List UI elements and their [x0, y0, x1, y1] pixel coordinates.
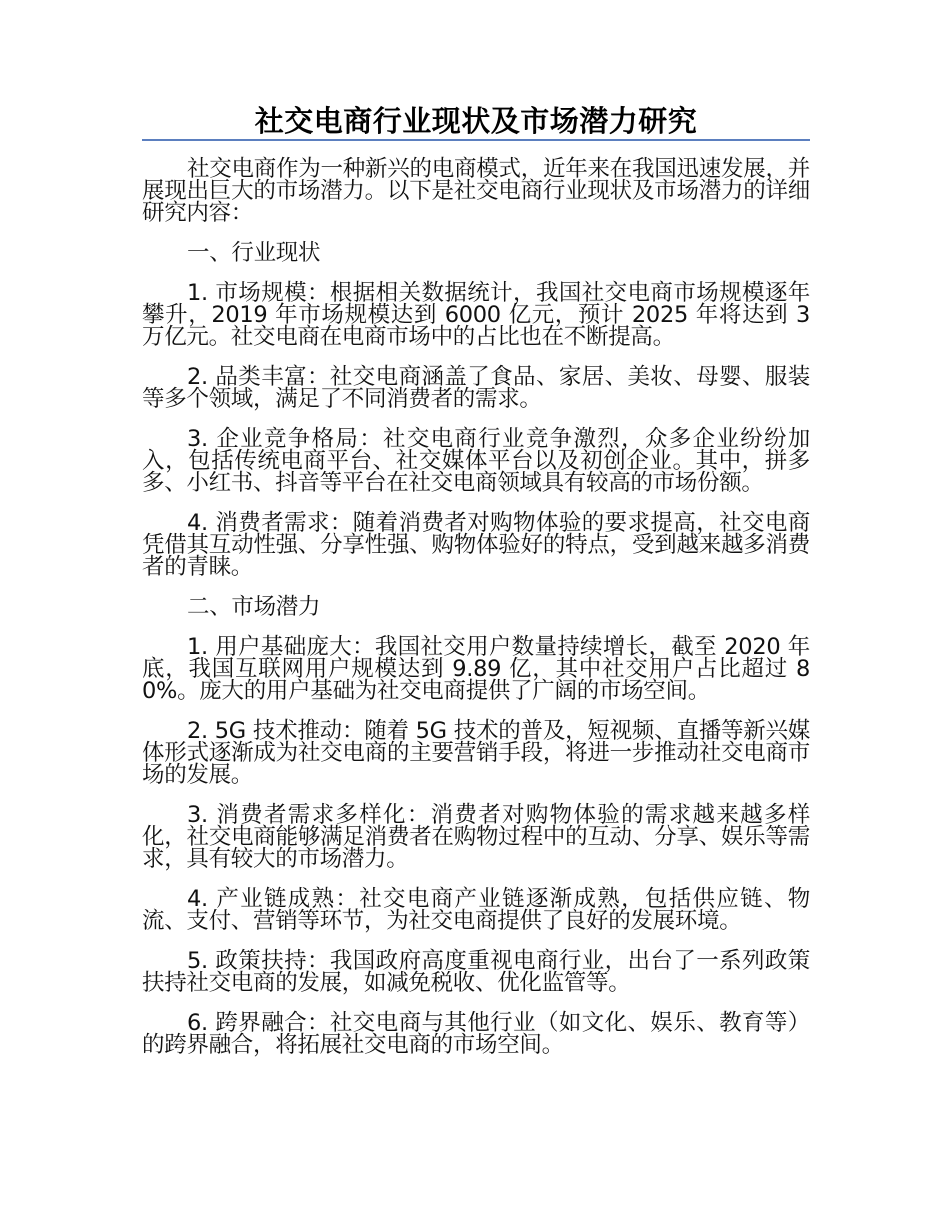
intro-paragraph: 社交电商作为一种新兴的电商模式，近年来在我国迅速发展，并展现出巨大的市场潜力。以下是社交电商行业现状及市场潜力的详细研究内容： [142, 156, 810, 226]
title-underline [142, 139, 810, 141]
document-title: 社交电商行业现状及市场潜力研究 [254, 104, 698, 138]
paragraph-cross-industry: 6. 跨界融合：社交电商与其他行业（如文化、娱乐、教育等）的跨界融合，将拓展社交电商的市场空间。 [142, 1010, 810, 1058]
paragraph-user-base: 1. 用户基础庞大：我国社交用户数量持续增长，截至 2020 年底，我国互联网用户规模达到 9.89 亿，其中社交用户占比超过 80%。庞大的用户基础为社交电商提供了广阔的市场空间。 [142, 634, 810, 704]
paragraph-industry-chain: 4. 产业链成熟：社交电商产业链逐渐成熟，包括供应链、物流、支付、营销等环节，为社交电商提供了良好的发展环境。 [142, 886, 810, 934]
paragraph-consumer-demand: 4. 消费者需求：随着消费者对购物体验的要求提高，社交电商凭借其互动性强、分享性强、购物体验好的特点，受到越来越多消费者的青睐。 [142, 510, 810, 580]
section-heading-industry-status: 一、行业现状 [187, 240, 321, 266]
section-heading-market-potential: 二、市场潜力 [187, 594, 321, 620]
paragraph-competition: 3. 企业竞争格局：社交电商行业竞争激烈，众多企业纷纷加入，包括传统电商平台、社交媒体平台以及初创企业。其中，拼多多、小红书、抖音等平台在社交电商领域具有较高的市场份额。 [142, 426, 810, 496]
paragraph-policy-support: 5. 政策扶持：我国政府高度重视电商行业，出台了一系列政策扶持社交电商的发展，如减免税收、优化监管等。 [142, 948, 810, 996]
paragraph-rich-categories: 2. 品类丰富：社交电商涵盖了食品、家居、美妆、母婴、服装等多个领域，满足了不同消费者的需求。 [142, 364, 810, 412]
paragraph-diverse-demand: 3. 消费者需求多样化：消费者对购物体验的需求越来越多样化，社交电商能够满足消费者在购物过程中的互动、分享、娱乐等需求，具有较大的市场潜力。 [142, 802, 810, 872]
paragraph-market-size: 1. 市场规模：根据相关数据统计，我国社交电商市场规模逐年攀升，2019 年市场规模达到 6000 亿元，预计 2025 年将达到 3 万亿元。社交电商在电商市场中的占比也在不断提高。 [142, 280, 810, 350]
paragraph-5g: 2. 5G 技术推动：随着 5G 技术的普及，短视频、直播等新兴媒体形式逐渐成为社交电商的主要营销手段，将进一步推动社交电商市场的发展。 [142, 718, 810, 788]
document-body [142, 158, 810, 1056]
